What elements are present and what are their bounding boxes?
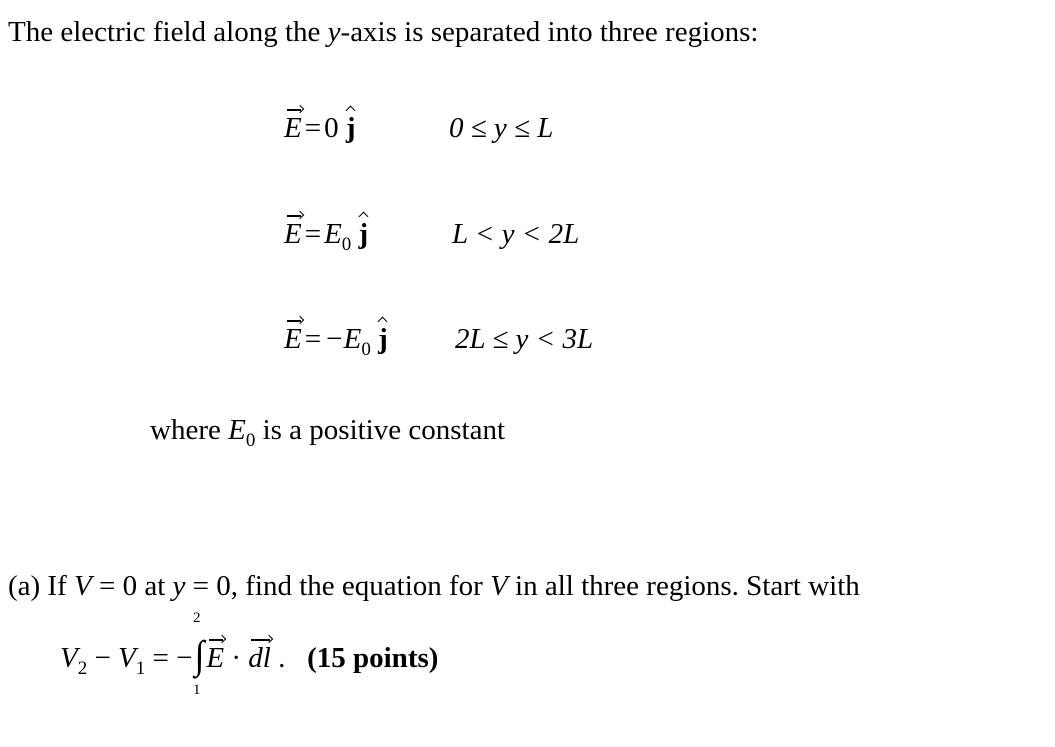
field-vector-symbol: E xyxy=(284,112,302,144)
intro-text xyxy=(8,16,758,49)
formula-v1: V xyxy=(118,642,136,674)
intro-after: -axis is separated into three regions: xyxy=(340,16,759,48)
formula-minus: − xyxy=(87,642,119,674)
formula-field-vector: E xyxy=(206,642,225,674)
intro-before: The electric field along the xyxy=(8,16,328,48)
formula-sub-2: 2 xyxy=(77,658,88,679)
where-before: where xyxy=(150,414,229,446)
potential-difference-formula xyxy=(60,633,439,679)
question-part-a xyxy=(8,570,860,603)
integral-upper-limit: 2 xyxy=(193,610,201,626)
formula-v2: V xyxy=(60,642,78,674)
field-value: 0 xyxy=(324,112,339,144)
part-a-variable-v: V xyxy=(74,570,92,602)
field-vector-symbol: E xyxy=(284,218,302,250)
formula-period: . xyxy=(270,642,286,674)
field-subscript: 0 xyxy=(361,339,371,360)
field-vector-symbol: E xyxy=(284,323,302,355)
integral-sign: ∫ xyxy=(194,633,205,677)
equals-sign: = xyxy=(304,323,322,355)
part-a-text-1: (a) If xyxy=(8,570,75,602)
where-after: is a positive constant xyxy=(255,414,505,446)
formula-sub-1: 1 xyxy=(135,658,146,679)
region-3-field xyxy=(284,323,388,360)
part-a-text-3: = 0, find the equation for xyxy=(185,570,491,602)
where-clause xyxy=(150,414,505,451)
field-value: −E xyxy=(324,323,362,355)
part-a-variable-y: y xyxy=(172,570,186,602)
field-subscript: 0 xyxy=(341,234,352,255)
part-a-text-2: = 0 at xyxy=(91,570,173,602)
j-hat-unit-vector: j xyxy=(345,112,356,144)
part-a-variable-v2: V xyxy=(490,570,508,602)
region-2-field xyxy=(284,218,369,255)
equals-sign: = xyxy=(304,218,322,250)
region-1-condition: 0 ≤ y ≤ L xyxy=(449,112,554,144)
region-2-condition: L < y < 2L xyxy=(452,218,580,250)
formula-dot: · xyxy=(224,642,249,674)
points-label: (15 points) xyxy=(307,642,439,674)
where-subscript: 0 xyxy=(245,430,256,451)
formula-equals-minus: = − xyxy=(145,642,193,674)
region-3-condition: 2L ≤ y < 3L xyxy=(455,323,594,355)
integral-lower-limit: 1 xyxy=(193,682,201,698)
part-a-text-4: in all three regions. Start with xyxy=(507,570,860,602)
region-1-field xyxy=(284,112,356,145)
j-hat-unit-vector: j xyxy=(378,323,388,355)
j-hat-unit-vector: j xyxy=(358,218,369,250)
formula-dl-vector: dl xyxy=(248,642,271,674)
where-variable: E xyxy=(228,414,246,446)
intro-variable: y xyxy=(327,16,341,48)
equals-sign: = xyxy=(304,112,322,144)
field-value: E xyxy=(324,218,342,250)
